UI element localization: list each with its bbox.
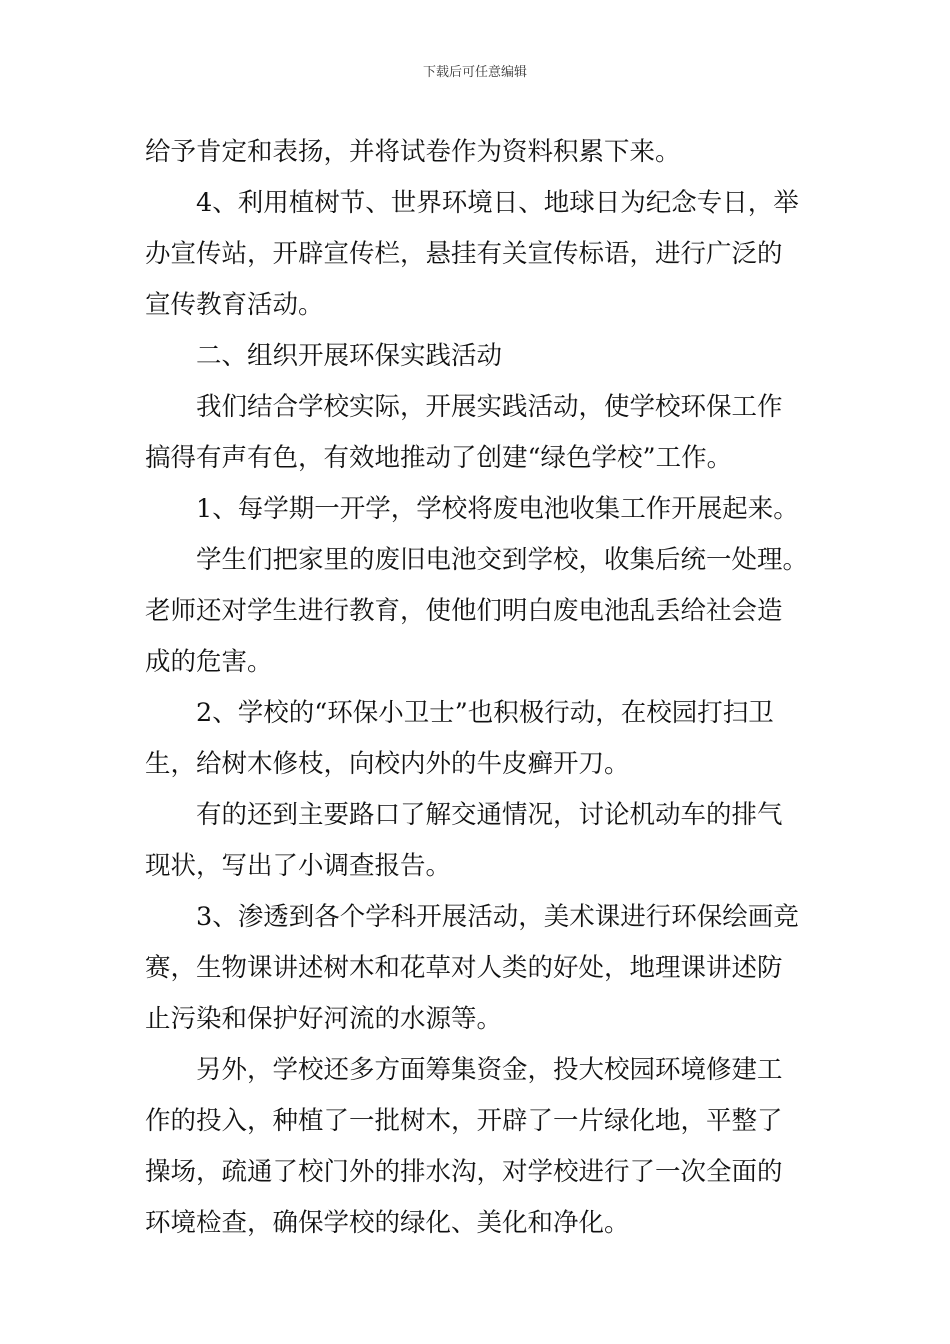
text-line: 生，给树木修枝，向校内外的牛皮癣开刀。 [145,749,630,779]
text-line: 我们结合学校实际，开展实践活动，使学校环保工作 [196,392,783,422]
page-header-note: 下载后可任意编辑 [422,65,527,80]
paragraph-funding [145,1045,810,1249]
text-line: 学生们把家里的废旧电池交到学校，收集后统一处理。 [196,545,809,575]
paragraph-item-3 [145,892,810,1045]
paragraph-traffic [145,790,810,892]
paragraph-continuation [145,127,810,178]
text-line: 给予肯定和表扬，并将试卷作为资料积累下来。 [145,137,681,167]
paragraph-intro [145,382,810,484]
paragraph-item-1 [145,484,810,535]
text-line: 止污染和保护好河流的水源等。 [145,1004,503,1034]
text-line: 搞得有声有色，有效地推动了创建“绿色学校”工作。 [145,443,733,473]
text-line: 宣传教育活动。 [145,290,324,320]
text-line: 操场，疏通了校门外的排水沟，对学校进行了一次全面的 [145,1157,783,1187]
section-heading [145,331,810,382]
paragraph-item-2 [145,688,810,790]
text-line: 有的还到主要路口了解交通情况，讨论机动车的排气 [196,800,783,830]
paragraph-battery [145,535,810,688]
text-line: 4、利用植树节、世界环境日、地球日为纪念专日，举 [196,188,799,218]
text-line: 1、每学期一开学，学校将废电池收集工作开展起来。 [196,494,799,524]
paragraph-item-4 [145,178,810,331]
text-line: 二、组织开展环保实践活动 [196,341,503,371]
text-line: 现状，写出了小调查报告。 [145,851,452,881]
text-line: 作的投入，种植了一批树木，开辟了一片绿化地，平整了 [145,1106,783,1136]
text-line: 赛，生物课讲述树木和花草对人类的好处，地理课讲述防 [145,953,783,983]
text-line: 2、学校的“环保小卫士”也积极行动，在校园打扫卫 [196,698,774,728]
text-line: 3、渗透到各个学科开展活动，美术课进行环保绘画竞 [196,902,799,932]
text-line: 老师还对学生进行教育，使他们明白废电池乱丢给社会造 [145,596,783,626]
document-body [145,127,810,1249]
text-line: 环境检查，确保学校的绿化、美化和净化。 [145,1208,630,1238]
text-line: 另外，学校还多方面筹集资金，投大校园环境修建工 [196,1055,783,1085]
text-line: 成的危害。 [145,647,273,677]
text-line: 办宣传站，开辟宣传栏，悬挂有关宣传标语，进行广泛的 [145,239,783,269]
